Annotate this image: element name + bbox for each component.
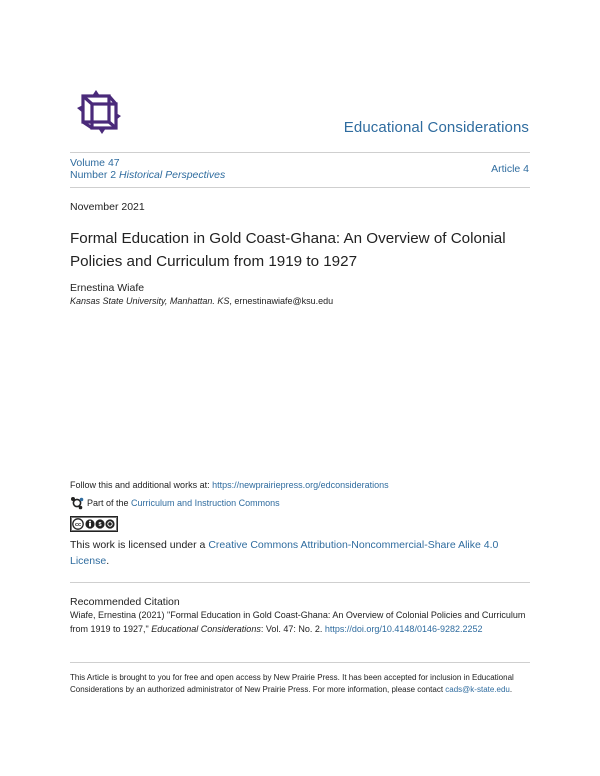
- citation-journal: Educational Considerations: [151, 624, 261, 634]
- footer-end: .: [509, 685, 513, 694]
- citation-text: [70, 608, 532, 636]
- affiliation-institution: Kansas State University, Manhattan. KS: [70, 296, 230, 306]
- citation-divider: [70, 582, 530, 583]
- follow-works: [70, 480, 389, 490]
- article-title: Formal Education in Gold Coast-Ghana: An Overview of Colonial Policies and Curriculum from 1919 to 1927: [70, 230, 506, 270]
- curriculum-commons-link[interactable]: Curriculum and Instruction Commons: [131, 498, 280, 508]
- svg-text:cc: cc: [74, 522, 82, 529]
- citation-part-a: Wiafe, Ernestina (2021) "Formal Education in Gold Coast-Ghana: An Overview of Colonial Policies and Curriculum from 1919 to 1927,": [70, 610, 526, 634]
- footer-notice: [70, 672, 532, 696]
- article-number-link[interactable]: Article 4: [491, 163, 529, 175]
- volume-info[interactable]: [70, 157, 225, 181]
- footer-text: This Article is brought to you for free and open access by New Prairie Press. It has been accepted for inclusion in Educational Considerations by an authorized administrator of New Prairie Press. For more information, please contact: [70, 673, 514, 694]
- author-name: Ernestina Wiafe: [70, 282, 145, 294]
- part-of-text: Part of the: [87, 498, 129, 508]
- follow-text: Follow this and additional works at:: [70, 480, 213, 490]
- journal-title[interactable]: Educational Considerations: [343, 119, 529, 136]
- network-icon: [70, 496, 84, 510]
- recommended-citation-heading: Recommended Citation: [70, 596, 180, 608]
- issue-title-link[interactable]: Historical Perspectives: [119, 169, 226, 181]
- author-affiliation: [70, 296, 333, 306]
- license-link[interactable]: Creative Commons Attribution-Noncommercial-Share Alike 4.0 License: [70, 539, 499, 567]
- publication-date: November 2021: [70, 201, 145, 213]
- affiliation-email: , ernestinawiafe@ksu.edu: [229, 296, 334, 306]
- doi-link[interactable]: https://doi.org/10.4148/0146-9282.2252: [324, 624, 483, 634]
- follow-url-link[interactable]: https://newprairiepress.org/edconsiderations: [212, 480, 389, 490]
- license-end: .: [106, 554, 110, 567]
- license-text: This work is licensed under a: [70, 539, 209, 551]
- license-statement: [70, 538, 532, 569]
- citation-part-b: : Vol. 47: No. 2.: [260, 624, 325, 634]
- contact-email-link[interactable]: cads@k-state.edu: [445, 685, 510, 694]
- footer-divider: [70, 662, 530, 663]
- part-of-line: [70, 496, 280, 510]
- new-prairie-press-logo-icon: [72, 86, 126, 138]
- svg-text:$: $: [98, 522, 102, 528]
- volume-link[interactable]: Volume 47: [70, 157, 120, 169]
- number-link[interactable]: Number 2: [70, 169, 117, 181]
- issue-divider: [70, 187, 530, 188]
- cc-by-nc-sa-badge-icon[interactable]: [70, 516, 118, 532]
- top-divider: [70, 152, 530, 153]
